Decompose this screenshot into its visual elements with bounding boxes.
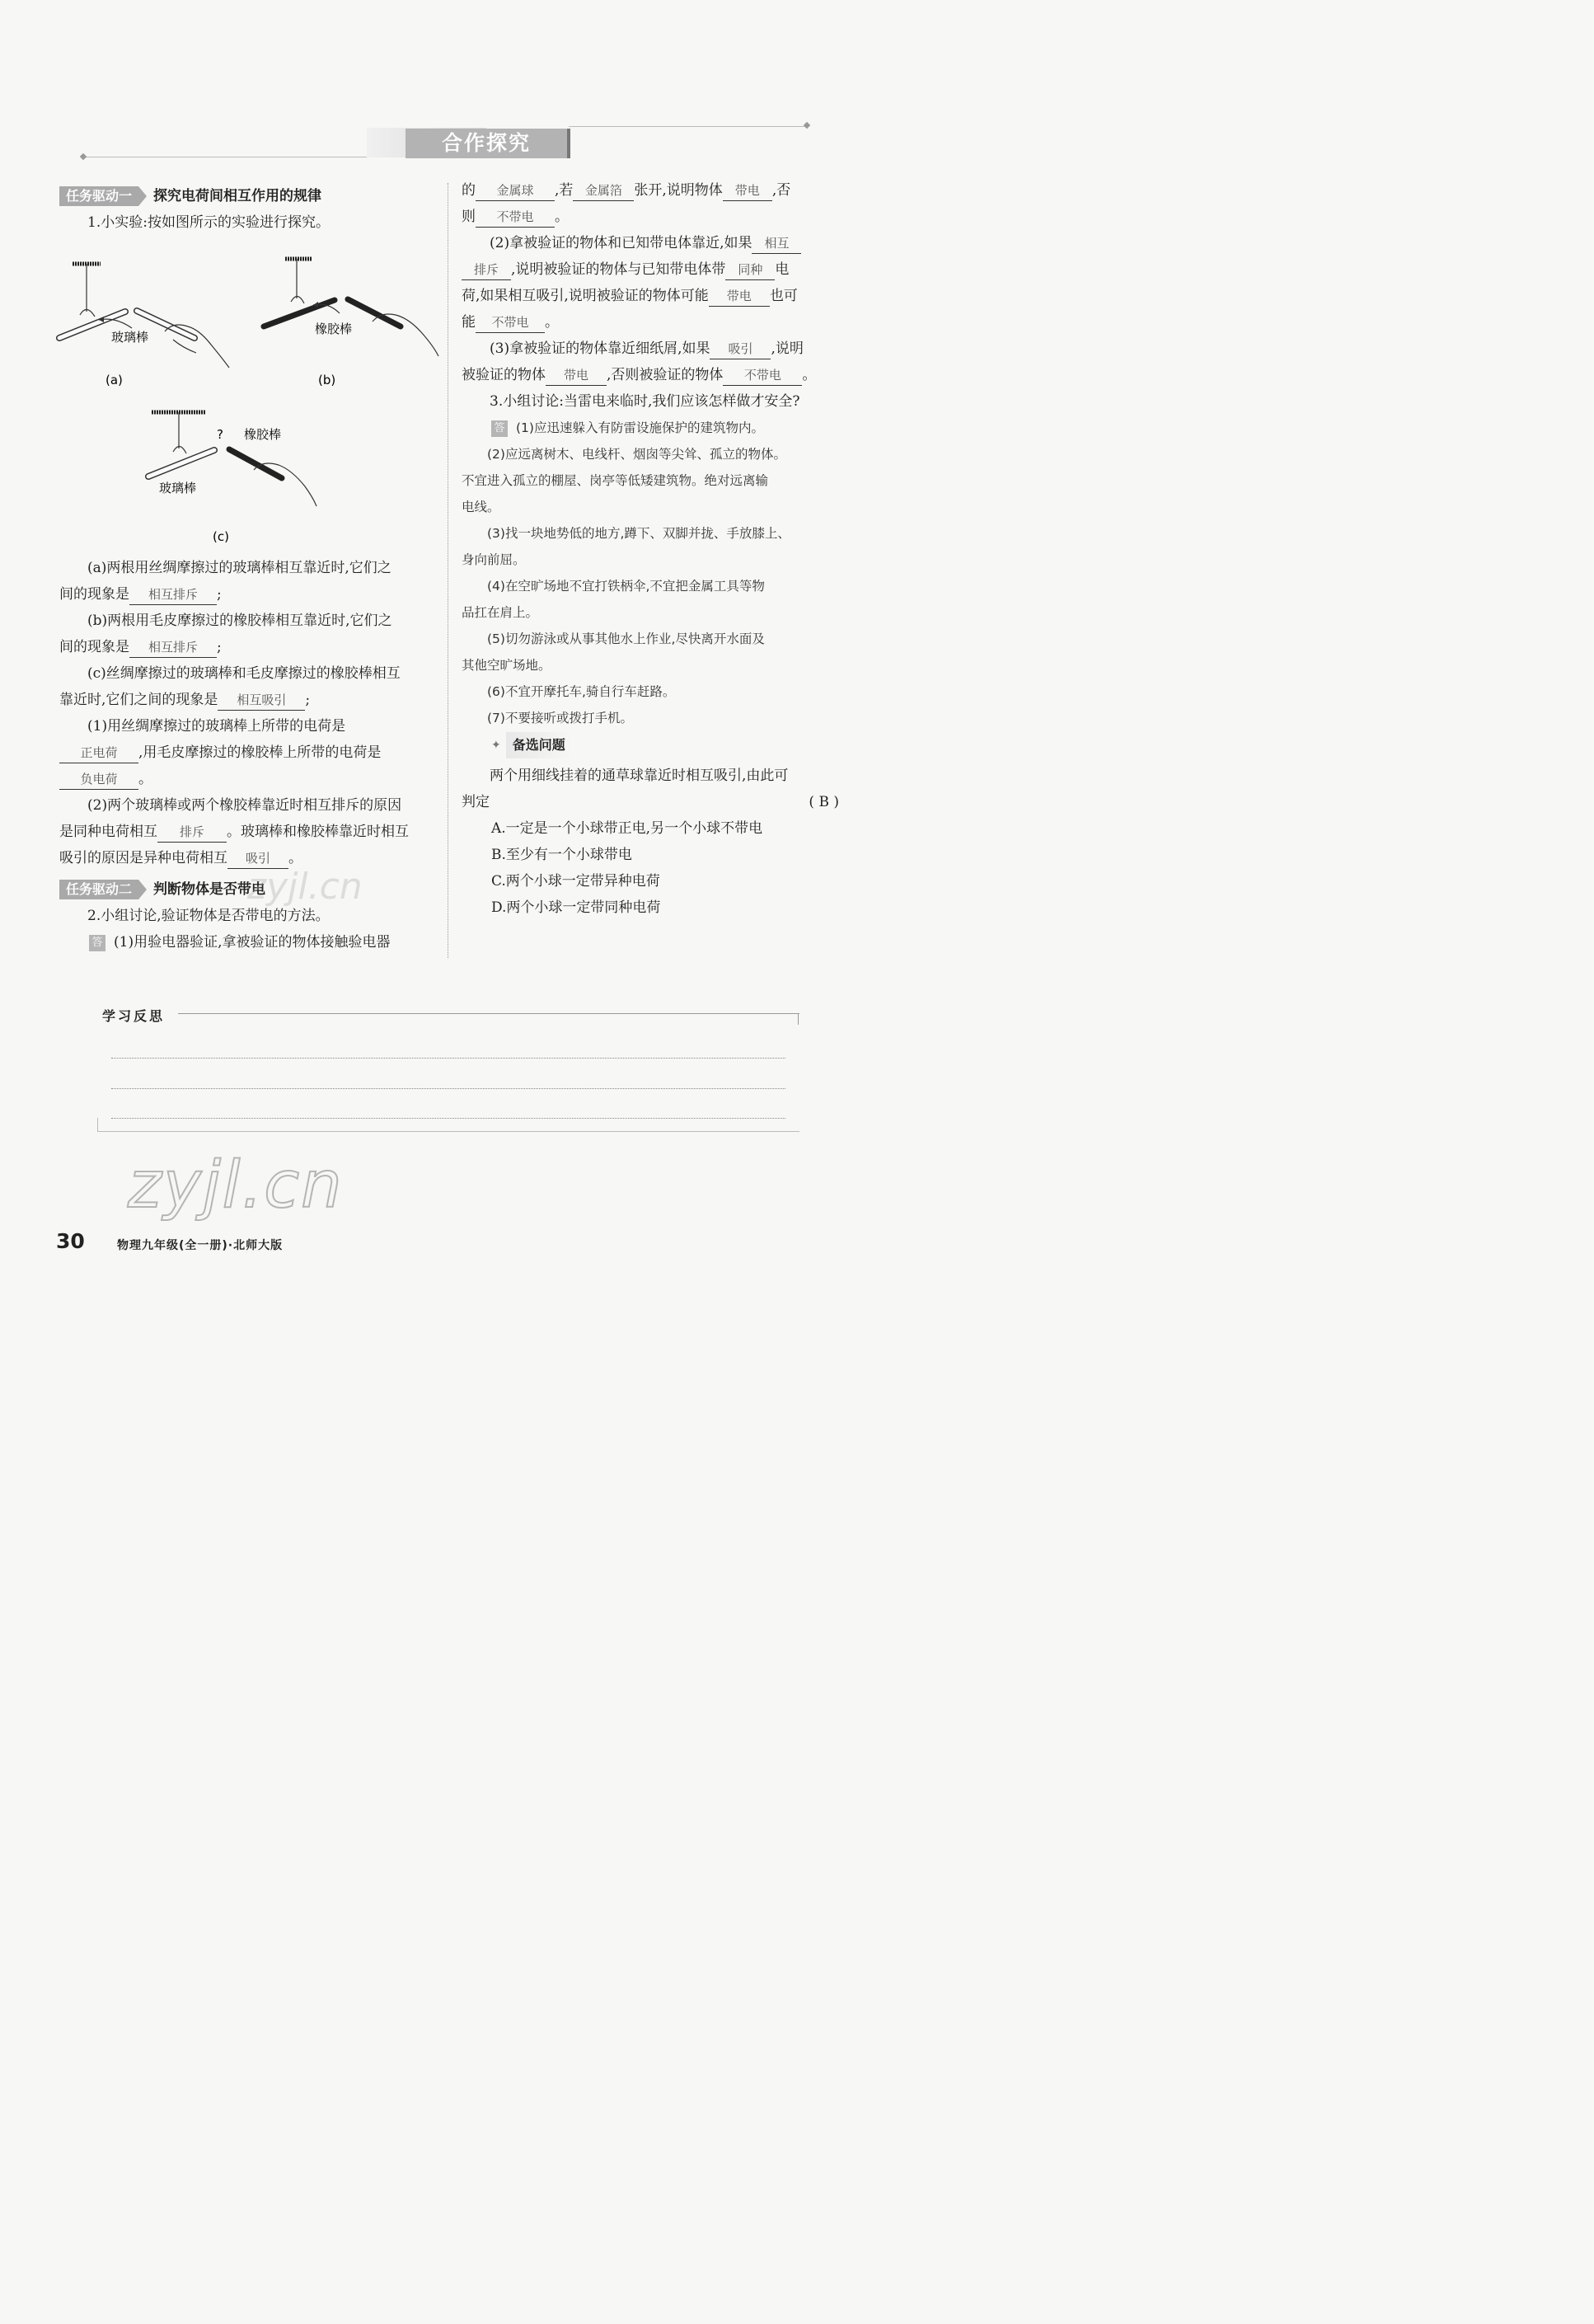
para-b-line1: (b)两根用毛皮摩擦过的橡胶棒相互靠近时,它们之 [87, 613, 392, 629]
watermark: zyjl.cn [128, 1148, 344, 1223]
figure-a-caption: (a) [105, 373, 123, 387]
header-banner [82, 124, 812, 165]
book-title: 物理九年级(全一册)·北师大版 [117, 1239, 284, 1252]
task1-heading [59, 183, 437, 209]
figure-c-label-rubber: 橡胶棒 [244, 427, 282, 442]
answer-blank: 金属箔 [573, 181, 634, 201]
right-line4: 排斥 ,说明被验证的物体与已知带电体带 同种 电 [462, 256, 839, 283]
para-2-line2: 是同种电荷相互 排斥 。玻璃棒和橡胶棒靠近时相互 [59, 819, 437, 845]
figure-a-label: 玻璃棒 [111, 330, 149, 345]
task2-tag: 任务驱动二 [59, 880, 138, 899]
answer-blank: 不带电 [723, 365, 802, 386]
option-a: A.一定是一个小球带正电,另一个小球不带电 [491, 820, 763, 837]
task2-title: 判断物体是否带电 [153, 881, 266, 898]
right-line2: 则 不带电 。 [462, 204, 839, 230]
right-line8: 被验证的物体 带电 ,否则被验证的物体 不带电 。 [462, 362, 839, 388]
question-3: 3.小组讨论:当雷电来临时,我们应该怎样做才安全? [490, 393, 800, 410]
watermark: zyjl.cn [247, 866, 363, 908]
answer-badge: 答 [89, 935, 105, 951]
header-diamond-icon [804, 122, 810, 129]
figure-b [264, 259, 438, 356]
para-c-line1: (c)丝绸摩擦过的玻璃棒和毛皮摩擦过的橡胶棒相互 [87, 665, 401, 682]
answer-blank: 吸引 [227, 848, 288, 869]
task2-question: 2.小组讨论,验证物体是否带电的方法。 [87, 908, 330, 924]
figure-c-question: ? [217, 427, 223, 442]
option-d: D.两个小球一定带同种电荷 [491, 899, 661, 916]
answer-blank: 负电荷 [59, 769, 138, 790]
right-line3: (2)拿被验证的物体和已知带电体靠近,如果 相互 [462, 230, 839, 256]
answer-blank: 带电 [723, 181, 772, 201]
figure-c-label-glass: 玻璃棒 [159, 481, 197, 495]
answer-badge: 答 [491, 420, 508, 437]
reflection-rule [178, 1013, 799, 1014]
reflection-rule-end [798, 1013, 799, 1025]
para-1-line3: 负电荷 。 [59, 766, 437, 792]
answer-blank: 排斥 [462, 260, 511, 280]
answer-blank: 相互吸引 [218, 690, 305, 711]
answer-blank: 带电 [546, 365, 607, 386]
alt-question-answer: ( B ) [809, 794, 839, 810]
task1-question: 1.小实验:按如图所示的实验进行探究。 [87, 214, 330, 231]
reflection-line [111, 1088, 785, 1089]
header-title-box [406, 129, 570, 158]
task1-tag: 任务驱动一 [59, 186, 138, 206]
para-a-line1: (a)两根用丝绸摩擦过的玻璃棒相互靠近时,它们之 [87, 560, 391, 576]
header-diamond-icon [80, 153, 87, 160]
option-c: C.两个小球一定带异种电荷 [491, 873, 660, 890]
answer-blank: 不带电 [476, 207, 555, 228]
question-3-answer: 答 (1)应迅速躲入有防雷设施保护的建筑物内。 (2)应远离树木、电线杆、烟囱等尖耸、孤立的物体。 不宜进入孤立的棚屋、岗亭等低矮建筑物。绝对远离输 电线。 (3)找一块地势低的地方,蹲下、双脚并拢、手放膝上、 身向前屈。 (4)在空旷场地不宜打铁柄伞,不宜把金属工具等物 品扛在肩上。 (5)切勿游泳或从事其他水上作业,尽快离开水面及 其他空旷场地。 (6)不宜开摩托车,骑自行车赶路。 (7)不要接听或拨打手机。 [462, 420, 790, 725]
page-number: 30 [56, 1229, 85, 1253]
answer-blank: 相互 [752, 233, 801, 254]
alt-question-line2: 判定 ( B ) [462, 789, 839, 815]
para-1-line1: (1)用丝绸摩擦过的玻璃棒上所带的电荷是 [87, 718, 346, 735]
reflection-box [97, 1002, 799, 1133]
figure-b-caption: (b) [318, 373, 336, 387]
alt-question-heading [462, 731, 839, 759]
header-rule-right [569, 126, 808, 127]
answer-blank: 金属球 [476, 181, 555, 201]
reflection-left-edge [97, 1118, 98, 1131]
figure-b-label: 橡胶棒 [315, 322, 353, 336]
sparkle-icon: ✦ [491, 739, 501, 752]
para-a-line2: 间的现象是 相互排斥 ; [59, 581, 437, 608]
answer-blank: 不带电 [476, 312, 545, 333]
para-2-line1: (2)两个玻璃棒或两个橡胶棒靠近时相互排斥的原因 [87, 797, 402, 814]
alt-question-line1: 两个用细线挂着的通草球靠近时相互吸引,由此可 [490, 768, 789, 784]
experiment-figure [49, 247, 445, 552]
reflection-line [111, 1118, 785, 1119]
header-title: 合作探究 [441, 131, 531, 155]
task1-title: 探究电荷间相互作用的规律 [153, 188, 322, 204]
answer-blank: 排斥 [157, 822, 227, 843]
task2-answer-line1: 答 (1)用验电器验证,拿被验证的物体接触验电器 [59, 929, 437, 955]
reflection-title: 学习反思 [102, 1008, 166, 1024]
answer-blank: 相互排斥 [129, 637, 217, 658]
answer-blank: 正电荷 [59, 743, 138, 763]
answer-blank: 吸引 [710, 339, 771, 359]
answer-blank: 相互排斥 [129, 585, 217, 605]
answer-blank: 同种 [725, 260, 775, 280]
para-b-line2: 间的现象是 相互排斥 ; [59, 634, 437, 660]
option-b: B.至少有一个小球带电 [491, 847, 632, 863]
right-line1: 的 金属球 ,若 金属箔 张开,说明物体 带电 ,否 [462, 177, 839, 204]
right-column [462, 177, 839, 921]
figure-a [59, 264, 229, 368]
alt-question-title: 备选问题 [506, 732, 572, 758]
right-line7: (3)拿被验证的物体靠近细纸屑,如果 吸引 ,说明 [462, 336, 839, 362]
figure-c-caption: (c) [213, 529, 229, 544]
reflection-bottom-rule [97, 1131, 799, 1132]
answer-blank: 带电 [709, 286, 770, 307]
para-1-line2: 正电荷 ,用毛皮摩擦过的橡胶棒上所带的电荷是 [59, 739, 437, 766]
para-2-line3: 吸引的原因是异种电荷相互 吸引 。 [59, 845, 437, 871]
para-c-line2: 靠近时,它们之间的现象是 相互吸引 ; [59, 687, 437, 713]
right-line5: 荷,如果相互吸引,说明被验证的物体可能 带电 也可 [462, 283, 839, 309]
right-line6: 能 不带电 。 [462, 309, 839, 336]
left-column [59, 183, 437, 236]
reflection-line [111, 1058, 785, 1059]
